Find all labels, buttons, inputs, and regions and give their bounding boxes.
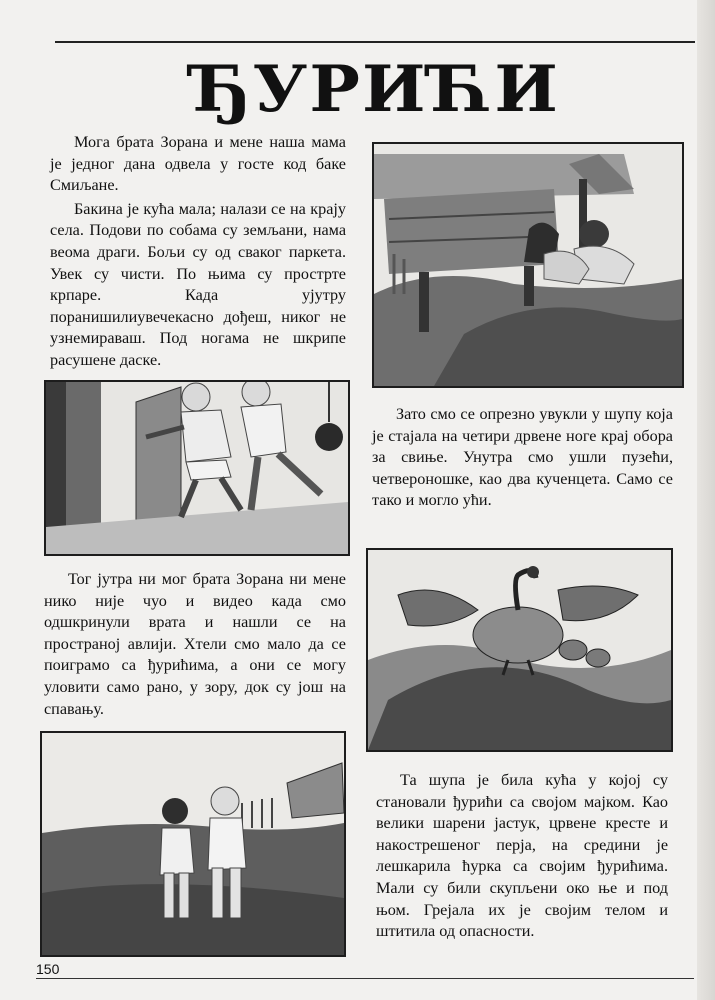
door-illustration	[44, 380, 350, 556]
paragraph-5: Та шупа је била кућа у којој су становали ђурићи са својом мајком. Као велики шарени јастук, црвене кресте и накострешеног перја, на средини је лешкарила ћурка са својим ђурићима. Мали су били скупљени око ње и под њом. Грејала их је својим телом и штитила од опасности.	[376, 771, 668, 941]
page-edge	[697, 0, 715, 1000]
bottom-rule	[36, 978, 694, 979]
turkey-illustration	[366, 548, 673, 752]
paragraph-1: Мога брата Зорана и мене наша мама је једног дана одвела у госте код баке Смиљане.	[50, 133, 346, 195]
paragraph-group-1	[50, 132, 346, 372]
paragraph-3: Тог јутра ни мог брата Зорана ни мене нико није чуо и видео када смо одшкринули врата и нашли се на пространој авлији. Хтели смо мало да се поиграмо са ђурићима, а они се могу уловити само рано, у зору, док су још на спавању.	[44, 570, 346, 718]
paragraph-4: Зато смо се опрезно увукли у шупу која је стајала на четири дрвене ноге крај обора за свиње. Унутра смо ушли пузећи, четвероношке, као два кученцета. Само се тако и могло ући.	[372, 405, 673, 510]
page-number: 150	[36, 961, 60, 977]
shed-illustration	[372, 142, 684, 388]
page-title: ЂУРИЋИ	[190, 52, 560, 127]
paragraph-group-5	[376, 770, 668, 943]
paragraph-group-4	[372, 404, 673, 512]
paragraph-group-3	[44, 569, 346, 720]
paragraph-2: Бакина је кућа мала; налази се на крају села. Подови по собама су земљани, нама веома драги. Бољи су од сваког паркета. Увек су чисти. По њима су простртe крпаре. Када ујутру поранишилиувечекасно дођеш, никог не узнемираваш. Под ногама не шкрипе расушене даске.	[50, 199, 346, 369]
boys-illustration	[40, 731, 346, 957]
top-rule	[55, 41, 695, 43]
